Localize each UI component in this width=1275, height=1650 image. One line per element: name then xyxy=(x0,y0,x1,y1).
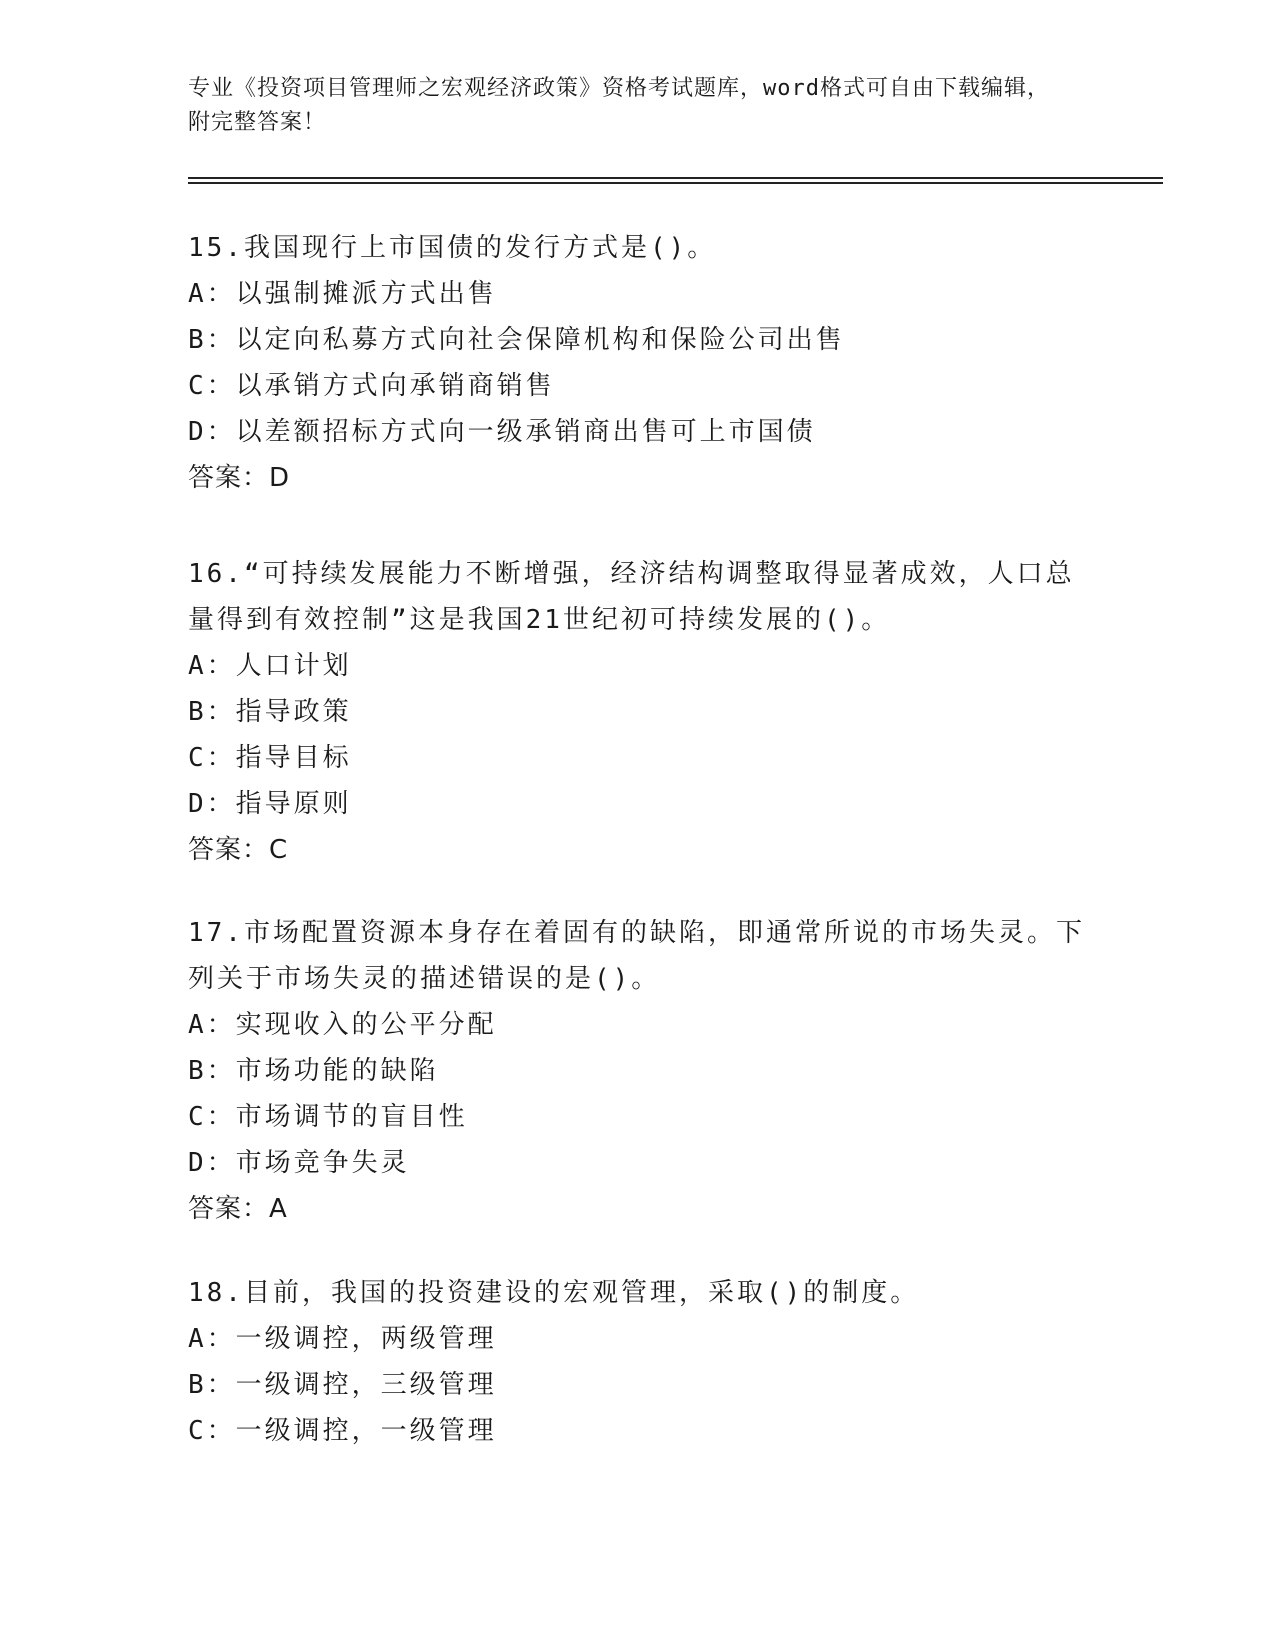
option-c: C：市场调节的盲目性 xyxy=(188,1102,468,1132)
header-divider-top xyxy=(188,177,1163,179)
option-c: C：一级调控，一级管理 xyxy=(188,1416,497,1446)
question-17 xyxy=(188,910,1088,1232)
option-d: D：指导原则 xyxy=(188,789,352,819)
answer: 答案：C xyxy=(188,835,289,865)
question-stem: 16.“可持续发展能力不断增强，经济结构调整取得显著成效，人口总量得到有效控制”这是我国21世纪初可持续发展的()。 xyxy=(188,559,1075,635)
question-16 xyxy=(188,551,1088,873)
question-stem: 17.市场配置资源本身存在着固有的缺陷，即通常所说的市场失灵。下列关于市场失灵的描述错误的是()。 xyxy=(188,918,1085,994)
option-b: B：指导政策 xyxy=(188,697,352,727)
option-c: C：以承销方式向承销商销售 xyxy=(188,371,555,401)
question-stem: 15.我国现行上市国债的发行方式是()。 xyxy=(188,233,717,263)
option-b: B：以定向私募方式向社会保障机构和保险公司出售 xyxy=(188,325,845,355)
header-divider-bottom xyxy=(188,182,1163,184)
option-b: B：一级调控，三级管理 xyxy=(188,1370,497,1400)
option-a: A：实现收入的公平分配 xyxy=(188,1010,497,1040)
option-a: A：以强制摊派方式出售 xyxy=(188,279,497,309)
question-15 xyxy=(188,225,1088,501)
option-d: D：以差额招标方式向一级承销商出售可上市国债 xyxy=(188,417,816,447)
option-a: A：人口计划 xyxy=(188,651,352,681)
option-d: D：市场竞争失灵 xyxy=(188,1148,410,1178)
question-18 xyxy=(188,1270,1088,1454)
option-b: B：市场功能的缺陷 xyxy=(188,1056,439,1086)
answer: 答案：D xyxy=(188,463,291,493)
answer: 答案：A xyxy=(188,1194,288,1224)
option-c: C：指导目标 xyxy=(188,743,352,773)
option-a: A：一级调控，两级管理 xyxy=(188,1324,497,1354)
question-stem: 18.目前，我国的投资建设的宏观管理，采取()的制度。 xyxy=(188,1278,920,1308)
document-header: 专业《投资项目管理师之宏观经济政策》资格考试题库，word格式可自由下载编辑，附完整答案！ xyxy=(188,76,1050,135)
